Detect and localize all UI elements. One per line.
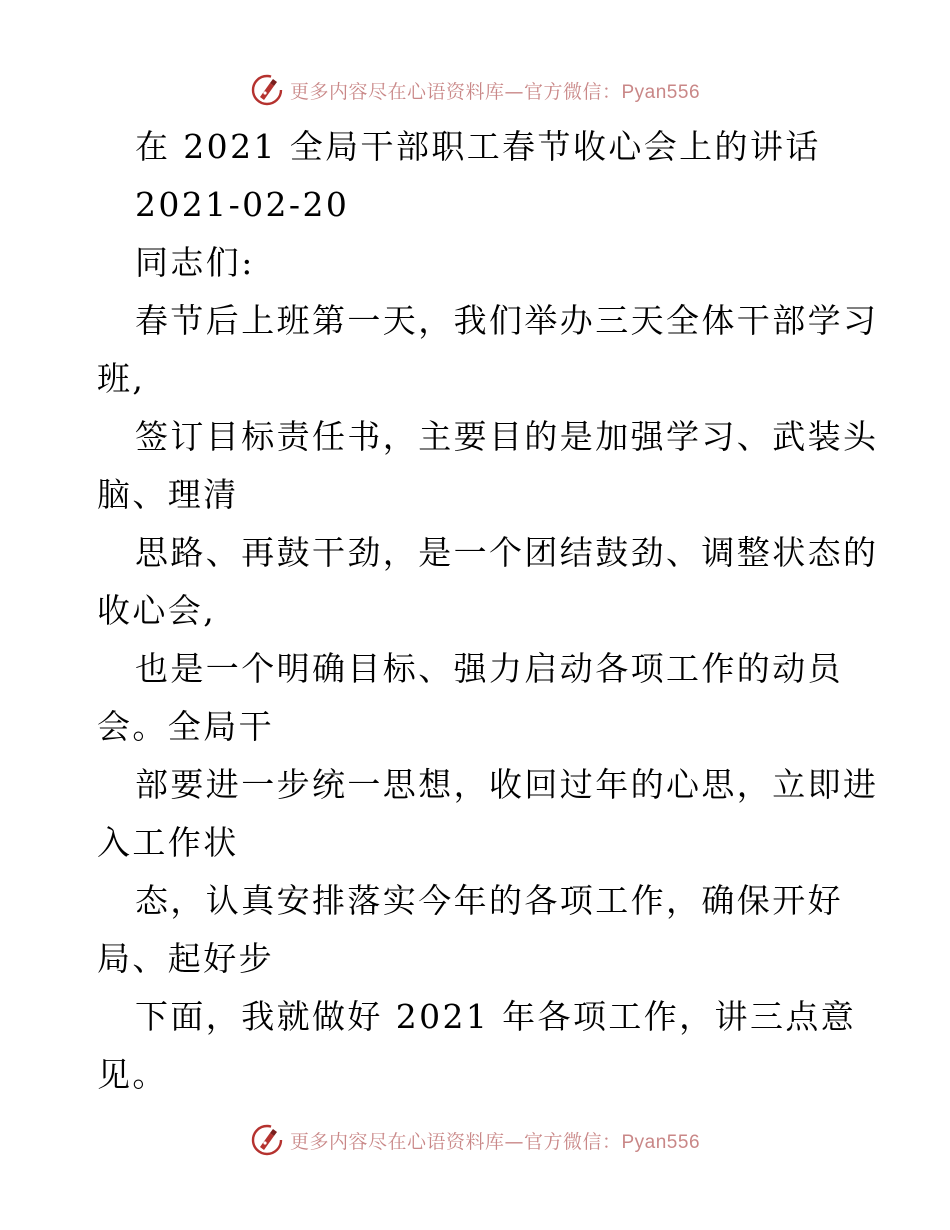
paragraph-line: 脑、理清 (97, 475, 239, 514)
paragraph-line: 签订目标责任书，主要目的是加强学习、武装头 (135, 417, 879, 456)
watermark-text (290, 77, 700, 104)
paragraph-line: 下面，我就做好 2021 年各项工作，讲三点意 (135, 997, 857, 1036)
paragraph-line: 班, (97, 359, 146, 398)
paragraph-line: 也是一个明确目标、强力启动各项工作的动员 (135, 649, 843, 688)
document-date: 2021-02-20 (135, 185, 350, 224)
paragraph-line: 收心会, (97, 591, 217, 630)
watermark-text-cn: 更多内容尽在心语资料库—官方微信： (289, 80, 622, 103)
paragraph-line: 会。全局干 (97, 707, 274, 746)
salutation: 同志们: (135, 243, 255, 282)
paragraph-line: 部要进一步统一思想，收回过年的心思，立即进 (135, 765, 879, 804)
paragraph-line: 态，认真安排落实今年的各项工作，确保开好 (135, 881, 843, 920)
pen-nib-logo-icon (250, 73, 284, 107)
watermark-text-en: Pyan556 (621, 1131, 701, 1153)
paragraph-line: 思路、再鼓干劲，是一个团结鼓劲、调整状态的 (135, 533, 879, 572)
paragraph-line: 局、起好步 (97, 939, 274, 978)
footer-watermark (0, 1120, 950, 1160)
document-title: 在 2021 全局干部职工春节收心会上的讲话 (135, 127, 821, 166)
watermark-text-cn: 更多内容尽在心语资料库—官方微信： (289, 1130, 622, 1153)
watermark-text-en: Pyan556 (621, 81, 701, 103)
paragraph-line: 见。 (97, 1055, 168, 1094)
header-watermark (0, 70, 950, 110)
paragraph-line: 入工作状 (97, 823, 239, 862)
pen-nib-logo-icon (250, 1123, 284, 1157)
document-body (0, 118, 950, 1104)
watermark-text (290, 1127, 700, 1154)
paragraph-line: 春节后上班第一天，我们举办三天全体干部学习 (135, 301, 879, 340)
